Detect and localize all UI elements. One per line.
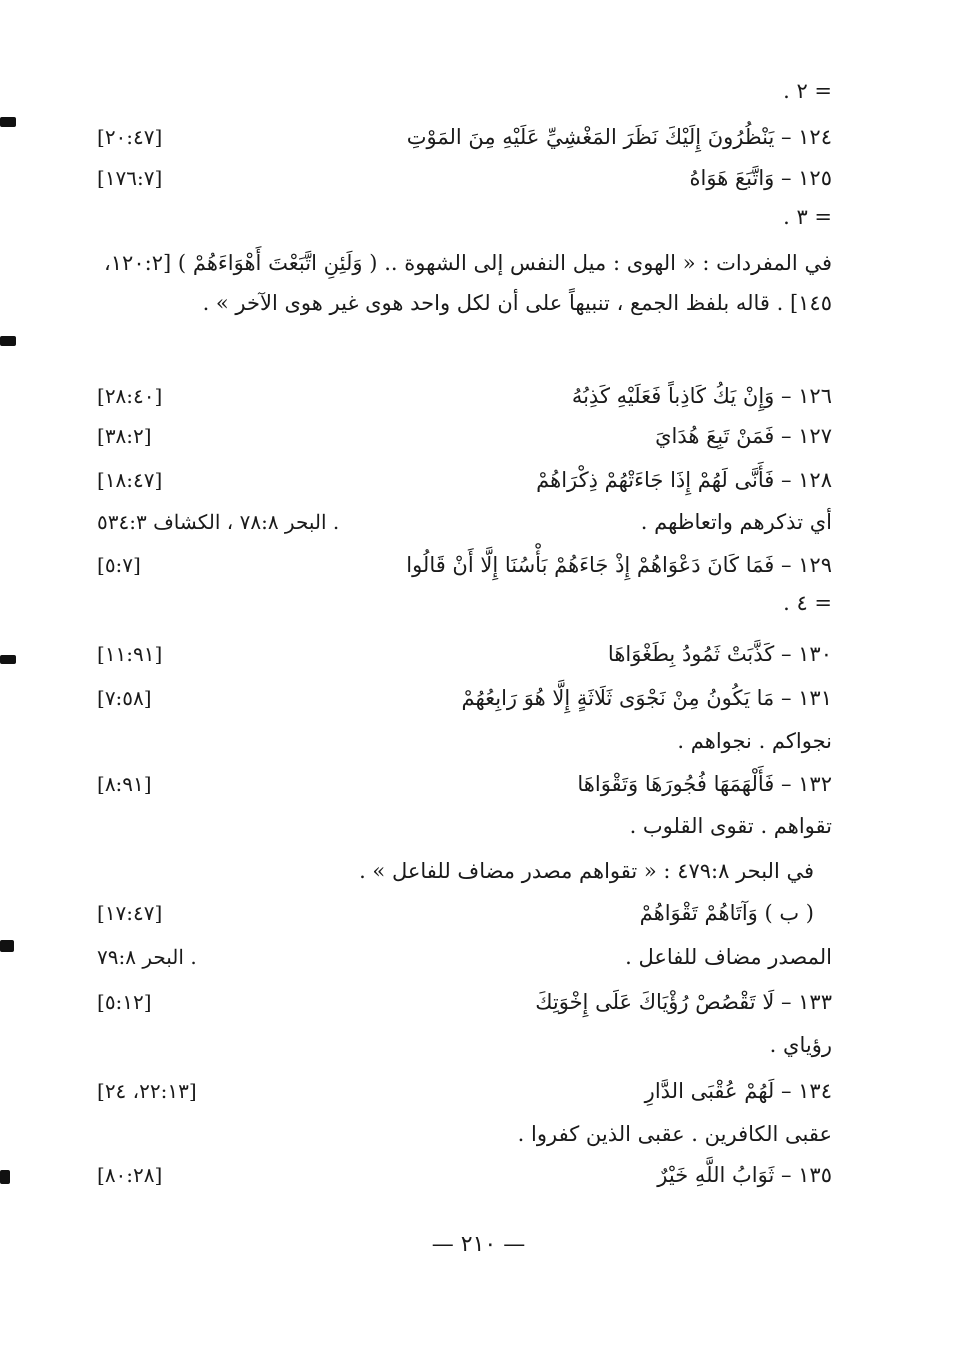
text-line <box>97 937 832 977</box>
text-line <box>97 117 832 157</box>
text-line <box>97 545 832 585</box>
line-text: أي تذكرهم واتعاظهم . <box>640 510 832 534</box>
line-text: نجواكم . نجواهم . <box>677 729 832 753</box>
line-reference: [٨:٩١] <box>97 772 152 796</box>
line-reference: [٨٠:٢٨] <box>97 1163 163 1187</box>
text-line <box>97 982 832 1022</box>
line-reference: [٢٠:٤٧] <box>97 125 163 149</box>
line-reference: البحر ٧٨:٨ ، الكشاف ٥٣٤:٣ . <box>97 510 340 534</box>
text-line <box>97 678 832 718</box>
text-line <box>97 721 832 761</box>
text-line <box>97 806 832 846</box>
line-text: ( ب ) وَآتَاهُمْ تَقْوَاهُمْ <box>639 901 814 925</box>
text-line <box>97 893 832 933</box>
text-line <box>97 1114 832 1154</box>
line-reference: [١٧٦:٧] <box>97 166 163 190</box>
text-line <box>97 71 832 111</box>
line-text: = ٣ . <box>783 205 832 229</box>
line-text: ١٢٨ – فَأَنَّى لَهُمْ إِذَا جَاءَتْهُمْ ذِكْرَاهُمْ <box>536 468 832 492</box>
text-line <box>97 1071 832 1111</box>
text-line <box>97 158 832 198</box>
line-reference: [٥:٧] <box>97 553 141 577</box>
line-text: في البحر ٤٧٩:٨ : « تقواهم مصدر مضاف للفاعل » . <box>359 859 814 883</box>
line-text: ١٢٦ – وَإِنْ يَكُ كَاذِباً فَعَلَيْهِ كَذِبُهُ <box>571 384 832 408</box>
line-text: رؤياي . <box>769 1033 832 1057</box>
line-text: = ٢ . <box>783 79 832 103</box>
line-text: ١٢٩ – فَمَا كَانَ دَعْوَاهُمْ إِذْ جَاءَهُمْ بَأْسُنَا إِلَّا أَنْ قَالُوا <box>406 553 832 577</box>
binding-edge-mark <box>0 940 14 952</box>
binding-edge-mark <box>0 117 16 127</box>
line-text: عقبى الكافرين . عقبى الذين كفروا . <box>517 1122 832 1146</box>
line-reference: [١٧:٤٧] <box>97 901 163 925</box>
line-text: ١٣٢ – فَأَلْهَمَهَا فُجُورَهَا وَتَقْوَاهَا <box>577 772 832 796</box>
line-reference: [٣٨:٢] <box>97 424 152 448</box>
text-line <box>97 583 832 623</box>
line-text: ١٣١ – مَا يَكُونُ مِنْ نَجْوَى ثَلَاثَةٍ إِلَّا هُوَ رَابِعُهُمْ <box>461 686 832 710</box>
line-text: ١٢٧ – فَمَنْ تَبِعَ هُدَايَ <box>655 424 832 448</box>
line-reference: [٧:٥٨] <box>97 686 152 710</box>
quotation-paragraph: في المفردات : « الهوى : ميل النفس إلى الشهوة .. ( وَلَئِنِ اتَّبَعْتَ أَهْوَاءَهُمْ ) [١٢٠:٢، ١٤٥] . قاله بلفظ الجمع ، تنبيهاً على أن لكل واحد هوى غير هوى الآخر » . <box>104 251 832 315</box>
text-line <box>97 1025 832 1065</box>
binding-edge-mark <box>0 1170 10 1184</box>
text-line <box>97 764 832 804</box>
text-line <box>97 851 832 891</box>
line-text: ١٢٤ – يَنْظُرُونَ إِلَيْكَ نَظَرَ المَغْشِيِّ عَلَيْهِ مِنَ المَوْتِ <box>406 125 832 149</box>
line-text: = ٤ . <box>783 591 832 615</box>
line-text: ١٢٥ – وَاتَّبَعَ هَوَاهُ <box>689 166 832 190</box>
line-reference: البحر ٧٩:٨ . <box>97 945 197 969</box>
text-line <box>97 416 832 456</box>
line-text: ١٣٠ – كَذَّبَتْ ثَمُودُ بِطَغْوَاهَا <box>607 642 832 666</box>
line-text: ١٣٥ – ثَوَابُ اللَّهِ خَيْرٌ <box>657 1163 832 1187</box>
text-line <box>97 460 832 500</box>
line-text: ١٣٣ – لَا تَقْصُصْ رُؤْيَاكَ عَلَى إِخْوَتِكَ <box>535 990 832 1014</box>
line-reference: [١١:٩١] <box>97 642 163 666</box>
text-line <box>97 502 832 542</box>
line-reference: [٢٨:٤٠] <box>97 384 163 408</box>
line-text: تقواهم . تقوى القلوب . <box>629 814 832 838</box>
page-number: — ٢١٠ — <box>431 1232 526 1257</box>
line-text: ١٣٤ – لَهُمْ عُقْبَى الدَّارِ <box>644 1079 832 1103</box>
text-line <box>97 1155 832 1195</box>
line-reference: [٥:١٢] <box>97 990 152 1014</box>
text-line <box>97 197 832 237</box>
text-line <box>97 634 832 674</box>
binding-edge-mark <box>0 655 16 664</box>
line-reference: [١٨:٤٧] <box>97 468 163 492</box>
binding-edge-mark <box>0 336 16 346</box>
line-text: المصدر مضاف للفاعل . <box>625 945 832 969</box>
line-reference: [٢٢:١٣، ٢٤] <box>97 1079 197 1103</box>
text-line <box>97 376 832 416</box>
